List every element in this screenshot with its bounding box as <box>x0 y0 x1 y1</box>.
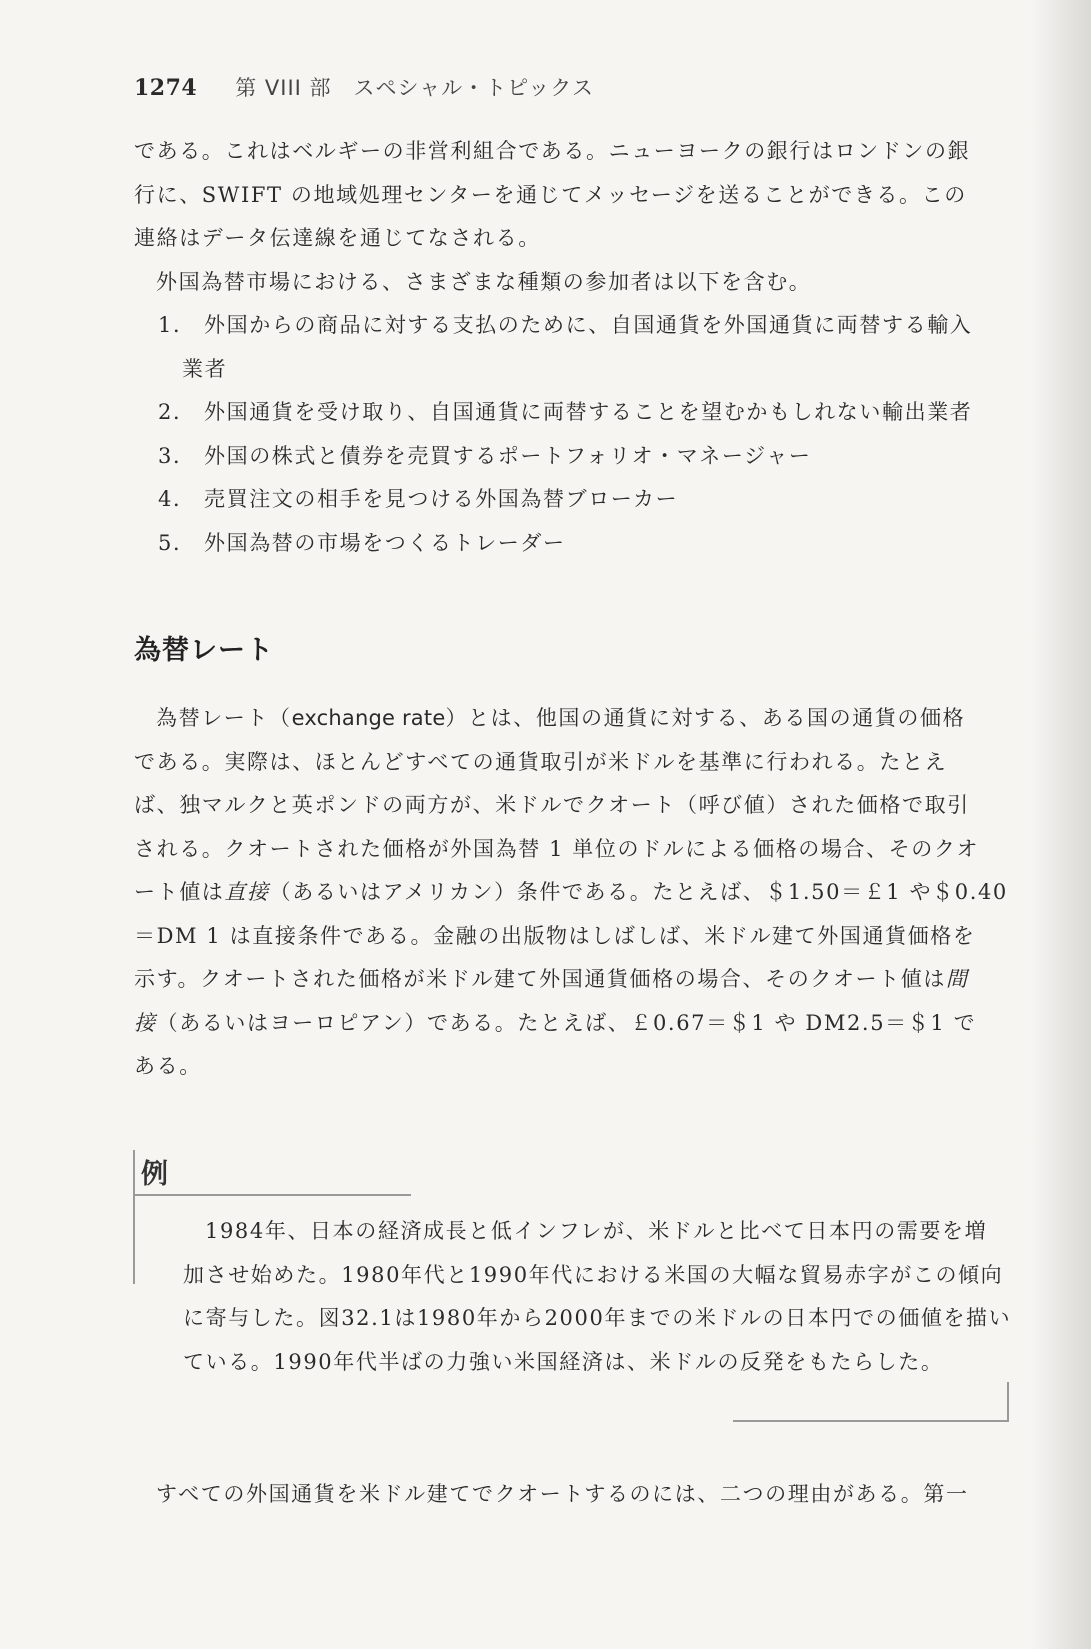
text-line <box>134 958 1010 1002</box>
list-text-continuation: 業者 <box>182 356 228 381</box>
text-line: すべての外国通貨を米ドル建てでクオートするのには、二つの理由がある。第一 <box>156 1482 969 1506</box>
text-line <box>134 697 1010 741</box>
list-item <box>134 478 1010 522</box>
english-term: exchange rate <box>291 706 446 730</box>
text-fragment: （あるいはヨーロピアン）である。たとえば、￡0.67＝＄1 や DM2.5＝＄1 で <box>156 1010 977 1035</box>
list-text: 売買注文の相手を見つける外国為替ブローカー <box>204 487 679 511</box>
list-text: 外国通貨を受け取り、自国通貨に両替することを望むかもしれない輸出業者 <box>204 400 973 424</box>
list-text: 外国為替の市場をつくるトレーダー <box>204 530 566 555</box>
text-line: 連絡はデータ伝達線を通じてなされる。 <box>134 226 541 250</box>
section-heading: 為替レート <box>134 635 274 666</box>
text-line: ば、独マルクと英ポンドの両方が、米ドルでクオート（呼び値）された価格で取引 <box>134 793 970 817</box>
text-fragment: 為替レート（ <box>156 706 292 730</box>
text-line: である。実際は、ほとんどすべての通貨取引が米ドルを基準に行われる。たとえ <box>134 749 948 774</box>
text-fragment: （あるいはアメリカン）条件である。たとえば、＄1.50＝￡1 や＄0.40 <box>269 880 1008 904</box>
text-line: である。これはベルギーの非営利組合である。ニューヨークの銀行はロンドンの銀 <box>134 139 971 163</box>
closing-paragraph <box>134 1473 1010 1517</box>
text-line: ている。1990年代半ばの力強い米国経済は、米ドルの反発をもたらした。 <box>183 1349 944 1374</box>
list-text: 外国からの商品に対する支払のために、自国通貨を外国通貨に両替する輸入 <box>204 313 973 337</box>
box-rule <box>733 1420 1009 1422</box>
list-number: 2． <box>158 400 196 424</box>
text-line <box>134 1002 1010 1046</box>
intro-paragraph <box>134 130 1010 304</box>
text-fragment: ート値は <box>134 880 225 904</box>
participants-list <box>134 304 1010 565</box>
exchange-rate-paragraph <box>134 697 1010 1089</box>
box-rule <box>133 1150 135 1284</box>
emphasis-indirect: 接 <box>134 1010 157 1035</box>
list-item <box>134 391 1010 435</box>
running-header <box>134 72 594 102</box>
text-fragment: ）とは、他国の通貨に対する、ある国の通貨の価格 <box>445 706 966 730</box>
page-number: 1274 <box>134 75 198 101</box>
list-number: 5． <box>158 530 196 555</box>
text-line: ある。 <box>134 1054 202 1078</box>
list-number: 3． <box>158 443 196 468</box>
emphasis-direct: 直接 <box>224 880 270 904</box>
participants-intro: 外国為替市場における、さまざまな種類の参加者は以下を含む。 <box>156 269 812 294</box>
part-title: 第 VIII 部 スペシャル・トピックス <box>235 76 595 100</box>
box-rule <box>133 1194 411 1196</box>
list-text: 外国の株式と債券を売買するポートフォリオ・マネージャー <box>204 443 812 468</box>
page-edge-shadow <box>1031 0 1091 1649</box>
list-item <box>134 522 1010 566</box>
list-number: 1． <box>158 313 196 337</box>
example-text <box>183 1210 1011 1384</box>
text-line <box>134 871 1010 915</box>
example-label: 例 <box>141 1159 168 1190</box>
text-line: される。クオートされた価格が外国為替 1 単位のドルによる価格の場合、そのクオ <box>134 836 980 861</box>
text-line: に寄与した。図32.1は1980年から2000年までの米ドルの日本円での価値を描い <box>183 1306 1012 1330</box>
list-item <box>134 304 1010 348</box>
text-fragment: 示す。クオートされた価格が米ドル建て外国通貨価格の場合、そのクオート値は <box>134 967 946 991</box>
text-line: 加させ始めた。1980年代と1990年代における米国の大幅な貿易赤字がこの傾向 <box>183 1262 1004 1287</box>
text-line: 1984年、日本の経済成長と低インフレが、米ドルと比べて日本円の需要を増 <box>205 1219 988 1243</box>
emphasis-indirect: 間 <box>945 967 969 991</box>
text-line: 行に、SWIFT の地域処理センターを通じてメッセージを送ることができる。この <box>134 182 967 207</box>
list-number: 4． <box>158 487 196 511</box>
box-rule <box>1007 1382 1009 1422</box>
example-box <box>133 1150 1011 1422</box>
list-item <box>134 435 1010 479</box>
text-line: ＝DM 1 は直接条件である。金融の出版物はしばしば、米ドル建て外国通貨価格を <box>134 923 976 948</box>
